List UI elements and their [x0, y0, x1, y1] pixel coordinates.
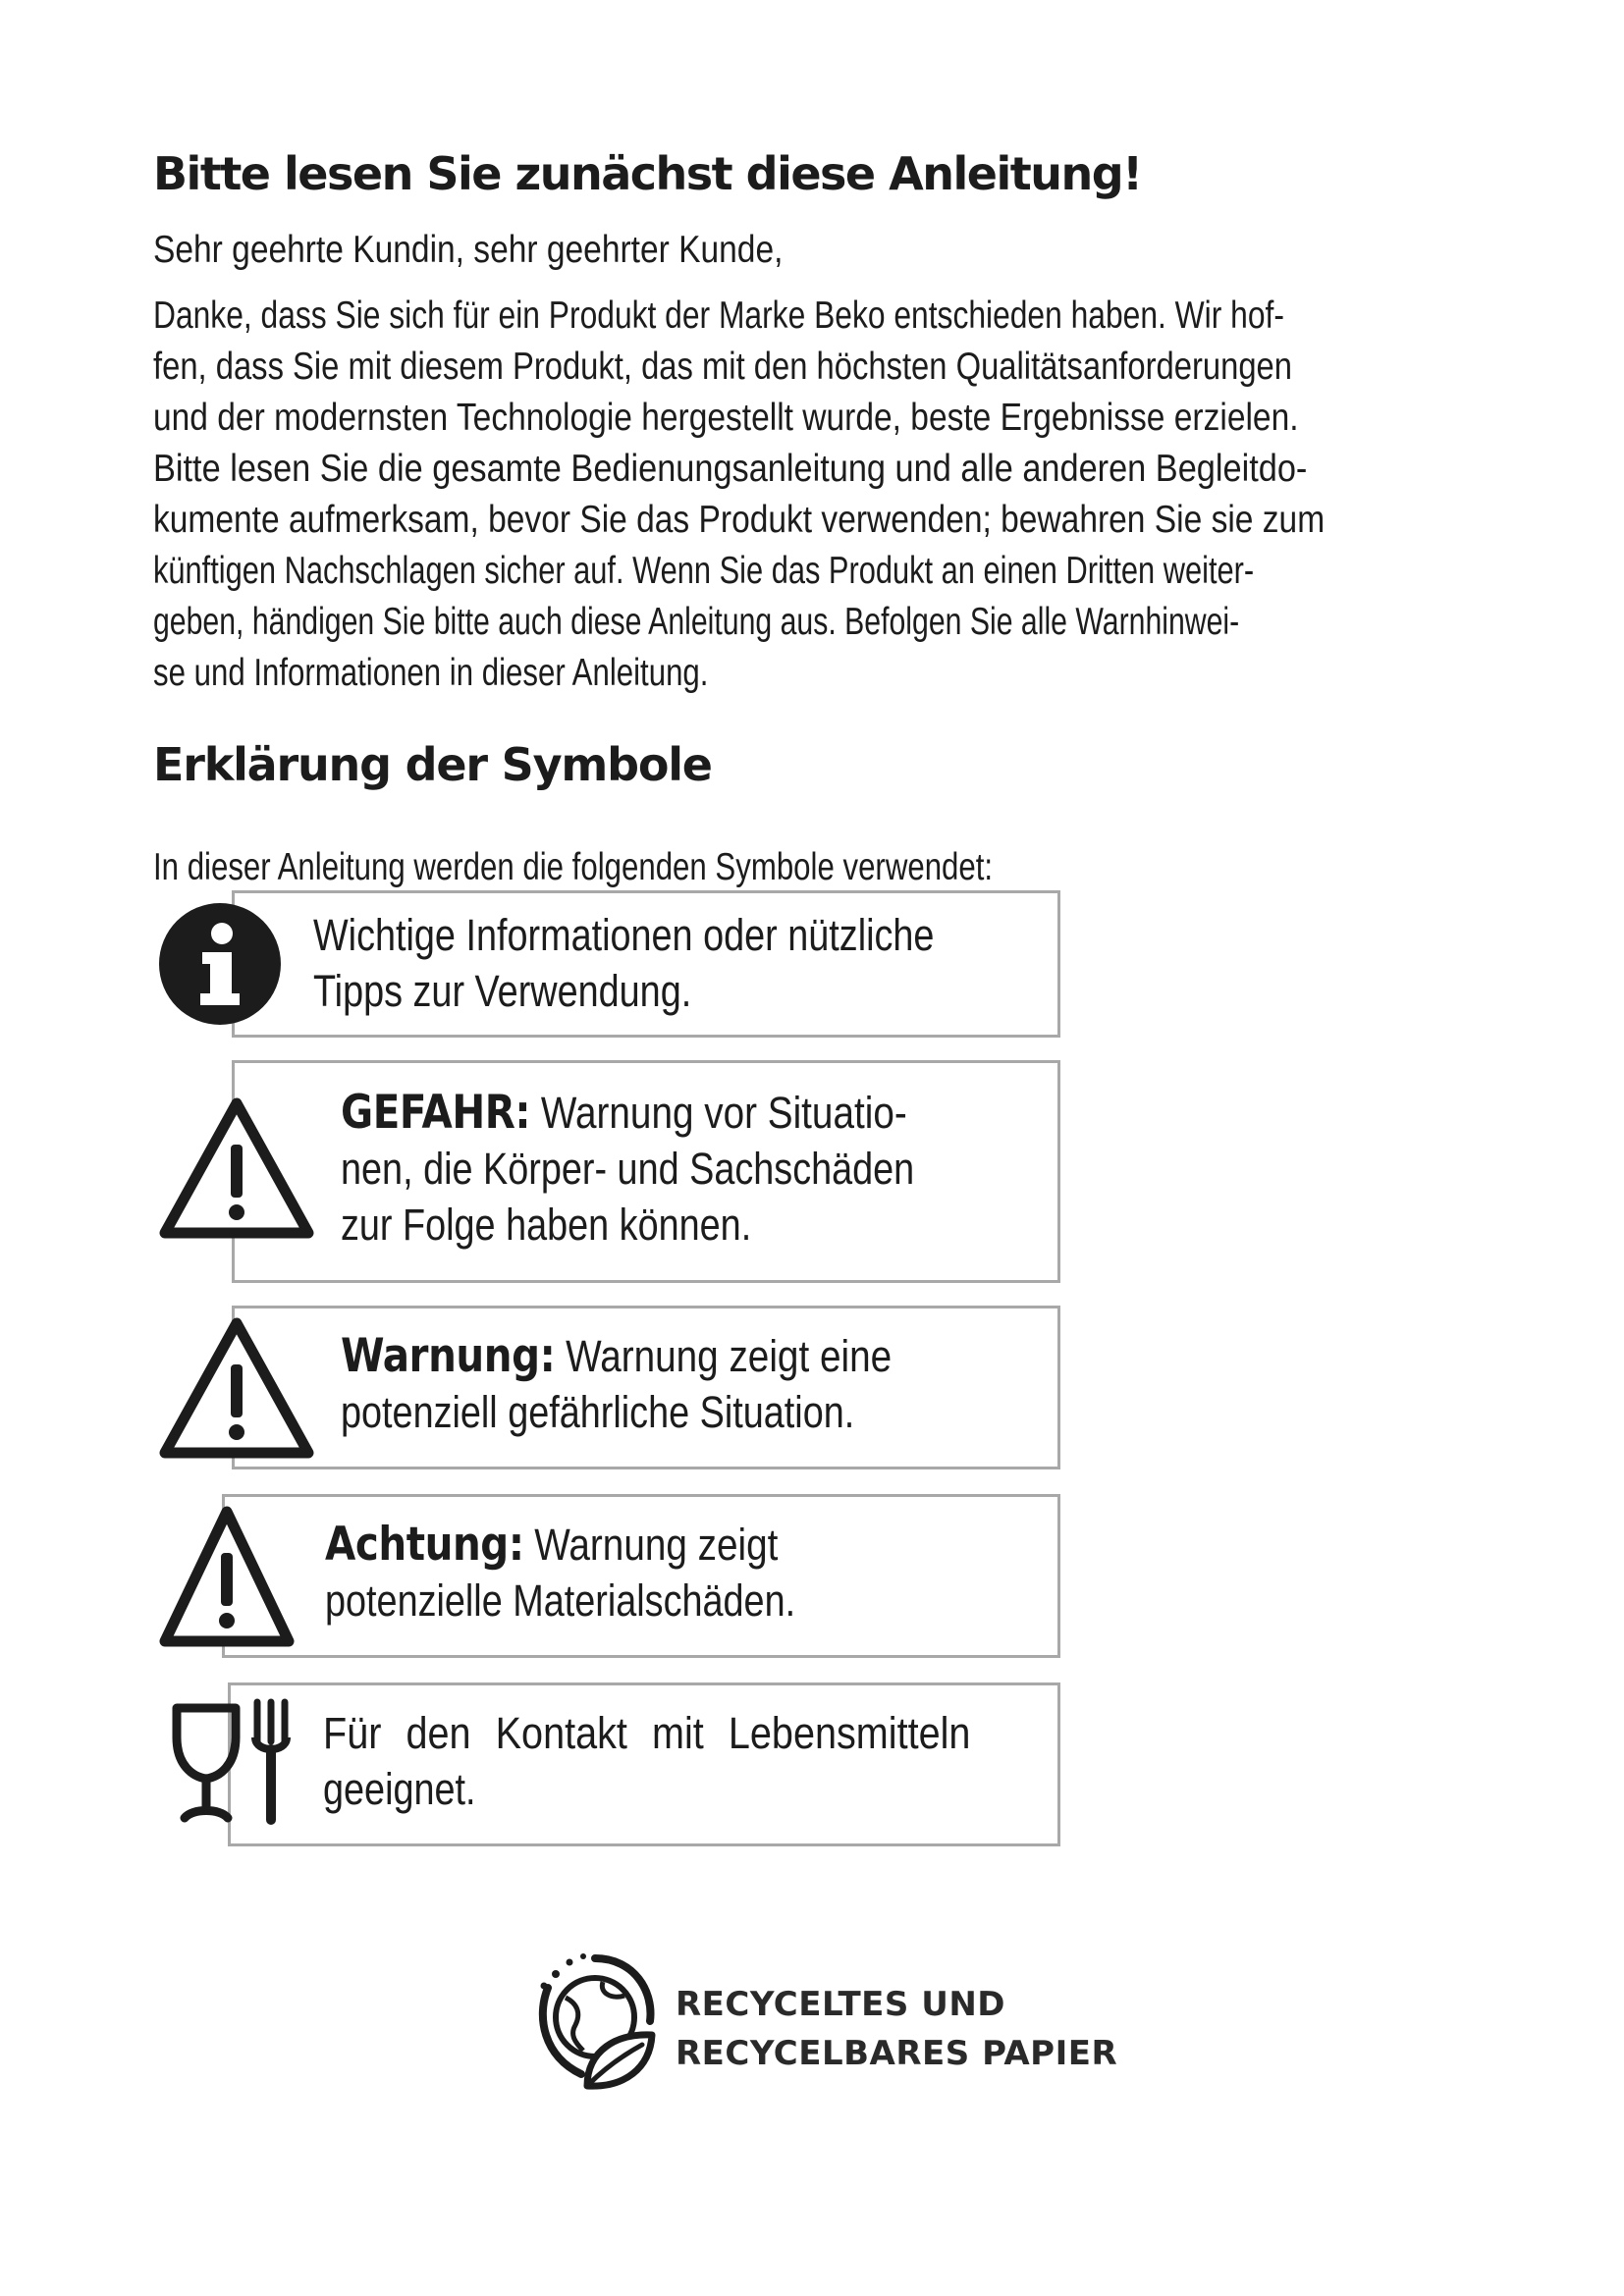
warning-triangle-icon [157, 1095, 316, 1241]
recycle-label-line2: RECYCELBARES PAPIER [676, 2034, 1118, 2073]
symbols-intro: In dieser Anleitung werden die folgenden Symbole verwendet: [153, 846, 994, 888]
food-text-line: Für den Kontakt mit Lebensmitteln [323, 1708, 971, 1758]
paragraph-line: fen, dass Sie mit diesem Produkt, das mit den höchsten Qualitätsanforderungen [153, 346, 1293, 388]
warning-triangle-icon [157, 1504, 297, 1649]
danger-text-line: zur Folge haben können. [341, 1200, 752, 1250]
warning-triangle-icon [157, 1315, 316, 1461]
paragraph-line: se und Informationen in dieser Anleitung. [153, 652, 709, 694]
warning-symbol-box [232, 1306, 1060, 1469]
food-symbol-box [228, 1682, 1060, 1846]
danger-text-line: GEFAHR: Warnung vor Situatio- [341, 1086, 907, 1140]
recycle-globe-leaf-icon [526, 1949, 664, 2096]
caution-text-line: potenzielle Materialschäden. [325, 1575, 796, 1626]
food-text-line: geeignet. [323, 1764, 476, 1814]
salutation: Sehr geehrte Kundin, sehr geehrter Kunde, [153, 229, 784, 271]
caution-keyword: Achtung: [325, 1518, 524, 1572]
page-heading: Bitte lesen Sie zunächst diese Anleitung! [153, 147, 1142, 200]
symbols-heading: Erklärung der Symbole [153, 738, 712, 791]
warning-text-line: potenziell gefährliche Situation. [341, 1387, 855, 1437]
paragraph-line: geben, händigen Sie bitte auch diese Anleitung aus. Befolgen Sie alle Warnhinwei- [153, 601, 1240, 643]
info-symbol-box [232, 890, 1060, 1038]
paragraph-line: Danke, dass Sie sich für ein Produkt der Marke Beko entschieden haben. Wir hof- [153, 294, 1284, 337]
warning-keyword: Warnung: [341, 1329, 556, 1383]
danger-text-line: nen, die Körper- und Sachschäden [341, 1144, 915, 1194]
paragraph-line: kumente aufmerksam, bevor Sie das Produkt verwenden; bewahren Sie sie zum [153, 499, 1326, 541]
paragraph-line: Bitte lesen Sie die gesamte Bedienungsanleitung und alle anderen Begleitdo- [153, 448, 1308, 490]
recycle-label-line1: RECYCELTES UND [676, 1985, 1006, 2024]
danger-keyword: GEFAHR: [341, 1086, 531, 1140]
paragraph-line: künftigen Nachschlagen sicher auf. Wenn Sie das Produkt an einen Dritten weiter- [153, 550, 1255, 592]
info-icon [157, 901, 283, 1027]
food-contact-icon [171, 1698, 302, 1828]
caution-symbol-box [222, 1494, 1060, 1658]
info-text-line: Wichtige Informationen oder nützliche [313, 910, 935, 960]
info-text-line: Tipps zur Verwendung. [313, 966, 692, 1016]
danger-symbol-box [232, 1060, 1060, 1283]
caution-text-line: Achtung: Warnung zeigt [325, 1518, 779, 1572]
paragraph-line: und der modernsten Technologie hergestellt wurde, beste Ergebnisse erzielen. [153, 397, 1299, 439]
warning-text-line: Warnung: Warnung zeigt eine [341, 1329, 893, 1383]
